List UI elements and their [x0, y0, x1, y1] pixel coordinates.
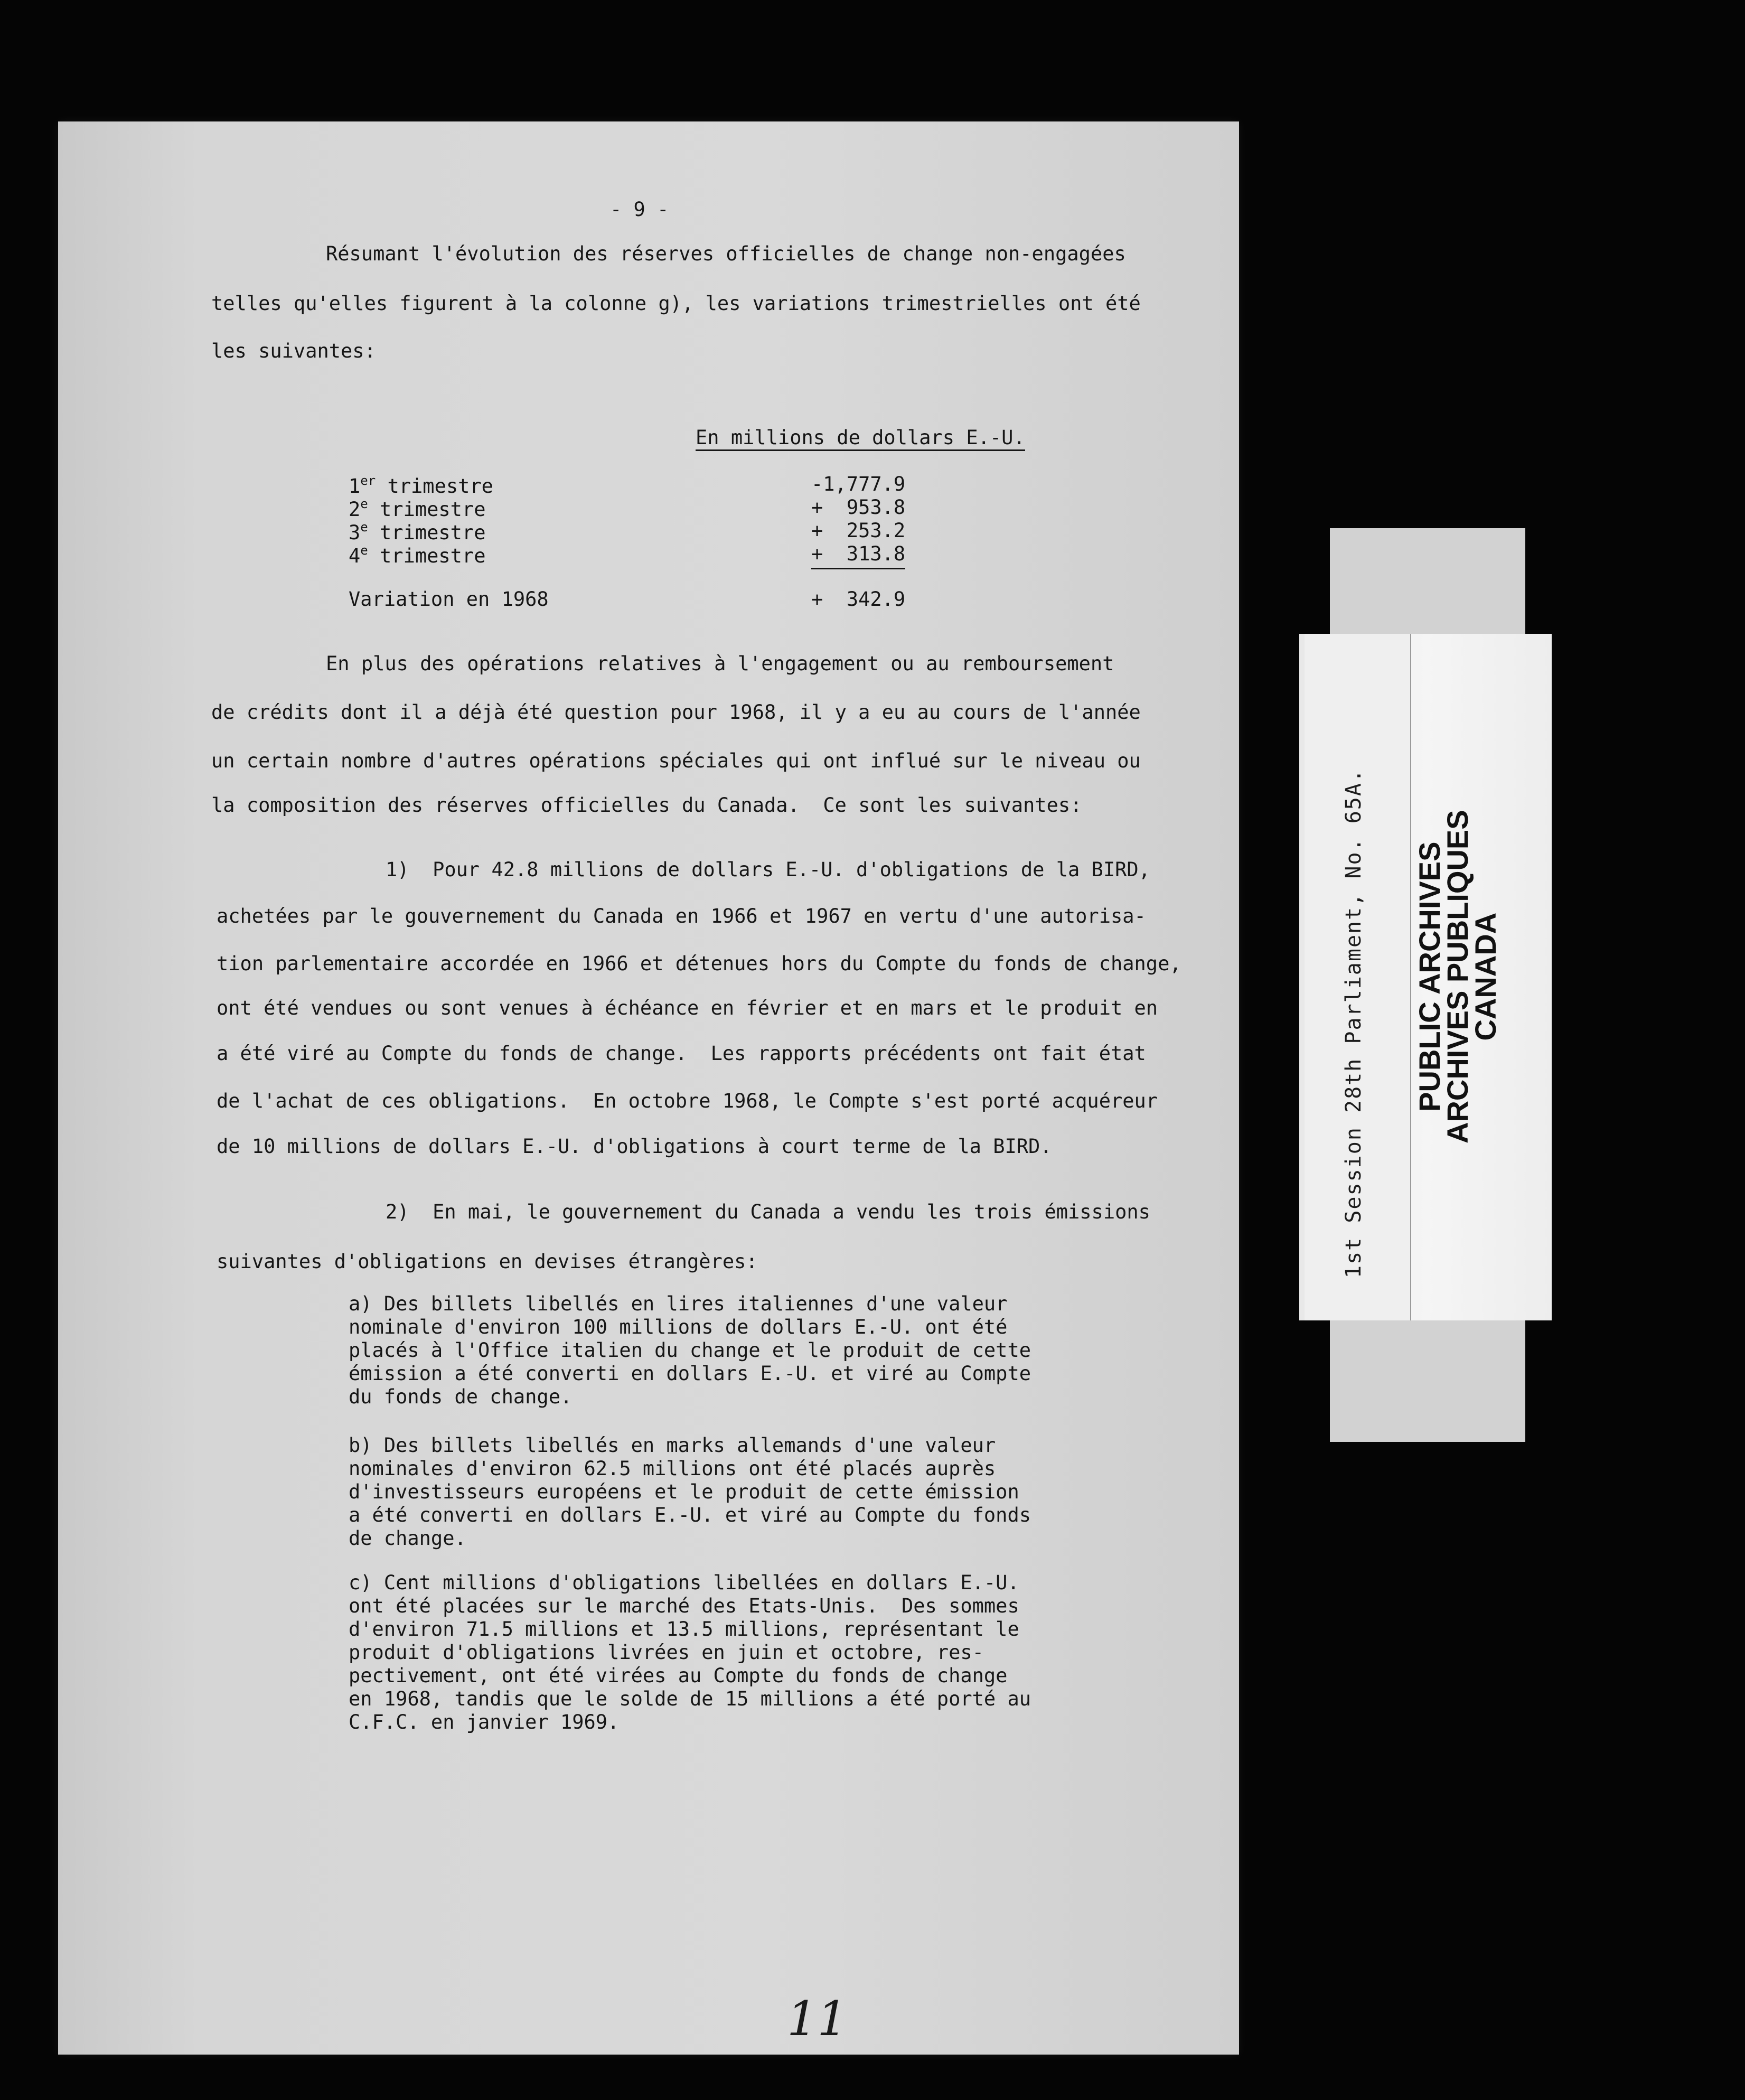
item2-line-1: 2) En mai, le gouvernement du Canada a vendu les trois émissions: [386, 1201, 1150, 1223]
row-ordinal: 4: [349, 545, 361, 567]
item2a-line-1: a) Des billets libellés en lires italiennes d'une valeur: [349, 1292, 1008, 1315]
item2-line-2: suivantes d'obligations en devises étrangères:: [217, 1250, 758, 1273]
row-value: -1,777.9: [811, 473, 906, 495]
row-label: trimestre: [387, 475, 493, 498]
item2a-line-2: nominale d'environ 100 millions de dollars E.-U. ont été: [349, 1316, 1008, 1338]
intro-line-2: telles qu'elles figurent à la colonne g), les variations trimestrielles ont été: [211, 292, 1141, 315]
para2-line-2: de crédits dont il a déjà été question pour 1968, il y a eu au cours de l'année: [211, 701, 1141, 724]
item1-line-7: de 10 millions de dollars E.-U. d'obligations à court terme de la BIRD.: [217, 1135, 1052, 1158]
total-rule: [811, 568, 905, 569]
item2c-line-7: C.F.C. en janvier 1969.: [349, 1711, 620, 1733]
item1-line-1: 1) Pour 42.8 millions de dollars E.-U. d'obligations de la BIRD,: [386, 858, 1150, 881]
item2b-line-4: a été converti en dollars E.-U. et viré au Compte du fonds: [349, 1504, 1031, 1526]
total-value: + 342.9: [811, 588, 906, 611]
label-country: CANADA: [1469, 912, 1503, 1041]
item1-line-4: ont été vendues ou sont venues à échéance en février et en mars et le produit en: [217, 997, 1158, 1019]
label-session-text: 1st Session 28th Parliament, No. 65A.: [1341, 768, 1366, 1278]
item2a-line-3: placés à l'Office italien du change et le produit de cette: [349, 1339, 1031, 1362]
handwritten-mark: 11: [787, 1991, 848, 2047]
row-ordinal-suffix: e: [360, 520, 368, 535]
item2c-line-6: en 1968, tandis que le solde de 15 millions a été porté au: [349, 1687, 1031, 1710]
row-value: + 253.2: [811, 519, 906, 542]
row-label: trimestre: [380, 545, 486, 567]
label-archives-block: [1413, 810, 1503, 1143]
para2-line-4: la composition des réserves officielles du Canada. Ce sont les suivantes:: [211, 794, 1082, 817]
item1-line-6: de l'achat de ces obligations. En octobre 1968, le Compte s'est porté acquéreur: [217, 1090, 1158, 1112]
item2b-line-5: de change.: [349, 1527, 466, 1550]
item1-line-3: tion parlementaire accordée en 1966 et détenues hors du Compte du fonds de change,: [217, 952, 1181, 975]
row-ordinal: 2: [349, 498, 361, 521]
item2b-line-2: nominales d'environ 62.5 millions ont été placés auprès: [349, 1457, 996, 1480]
row-label: trimestre: [380, 498, 486, 521]
para2-line-3: un certain nombre d'autres opérations spéciales qui ont influé sur le niveau ou: [211, 749, 1141, 772]
item2a-line-4: émission a été converti en dollars E.-U. et viré au Compte: [349, 1362, 1031, 1385]
row-ordinal: 3: [349, 521, 361, 544]
label-archives-fr: ARCHIVES PUBLIQUES: [1441, 810, 1475, 1143]
row-ordinal-suffix: e: [360, 496, 368, 511]
item2c-line-2: ont été placées sur le marché des Etats-Unis. Des sommes: [349, 1595, 1019, 1617]
row-ordinal-suffix: e: [360, 543, 368, 558]
page-number: - 9 -: [610, 198, 669, 221]
row-ordinal-suffix: er: [360, 473, 376, 488]
intro-line-1: Résumant l'évolution des réserves officielles de change non-engagées: [326, 242, 1126, 265]
label-archives-en: PUBLIC ARCHIVES: [1413, 841, 1446, 1112]
item2c-line-1: c) Cent millions d'obligations libellées en dollars E.-U.: [349, 1571, 1019, 1594]
row-label: trimestre: [380, 521, 486, 544]
document-page: [58, 121, 1239, 2055]
item2c-line-5: pectivement, ont été virées au Compte du fonds de change: [349, 1664, 1008, 1687]
row-ordinal: 1: [349, 475, 361, 498]
item1-line-5: a été viré au Compte du fonds de change. Les rapports précédents ont fait état: [217, 1042, 1146, 1065]
item2b-line-1: b) Des billets libellés en marks allemands d'une valeur: [349, 1434, 996, 1457]
item2a-line-5: du fonds de change.: [349, 1385, 573, 1408]
intro-line-3: les suivantes:: [211, 340, 376, 362]
item2c-line-4: produit d'obligations livrées en juin et octobre, res-: [349, 1641, 984, 1664]
para2-line-1: En plus des opérations relatives à l'engagement ou au remboursement: [326, 652, 1114, 675]
item1-line-2: achetées par le gouvernement du Canada en 1966 et 1967 en vertu d'une autorisa-: [217, 905, 1146, 927]
row-value: + 313.8: [811, 542, 906, 565]
table-header: En millions de dollars E.-U.: [696, 428, 1025, 451]
item2b-line-3: d'investisseurs européens et le produit de cette émission: [349, 1480, 1019, 1503]
row-value: + 953.8: [811, 496, 906, 519]
total-label: Variation en 1968: [349, 588, 549, 611]
item2c-line-3: d'environ 71.5 millions et 13.5 millions, représentant le: [349, 1618, 1019, 1640]
